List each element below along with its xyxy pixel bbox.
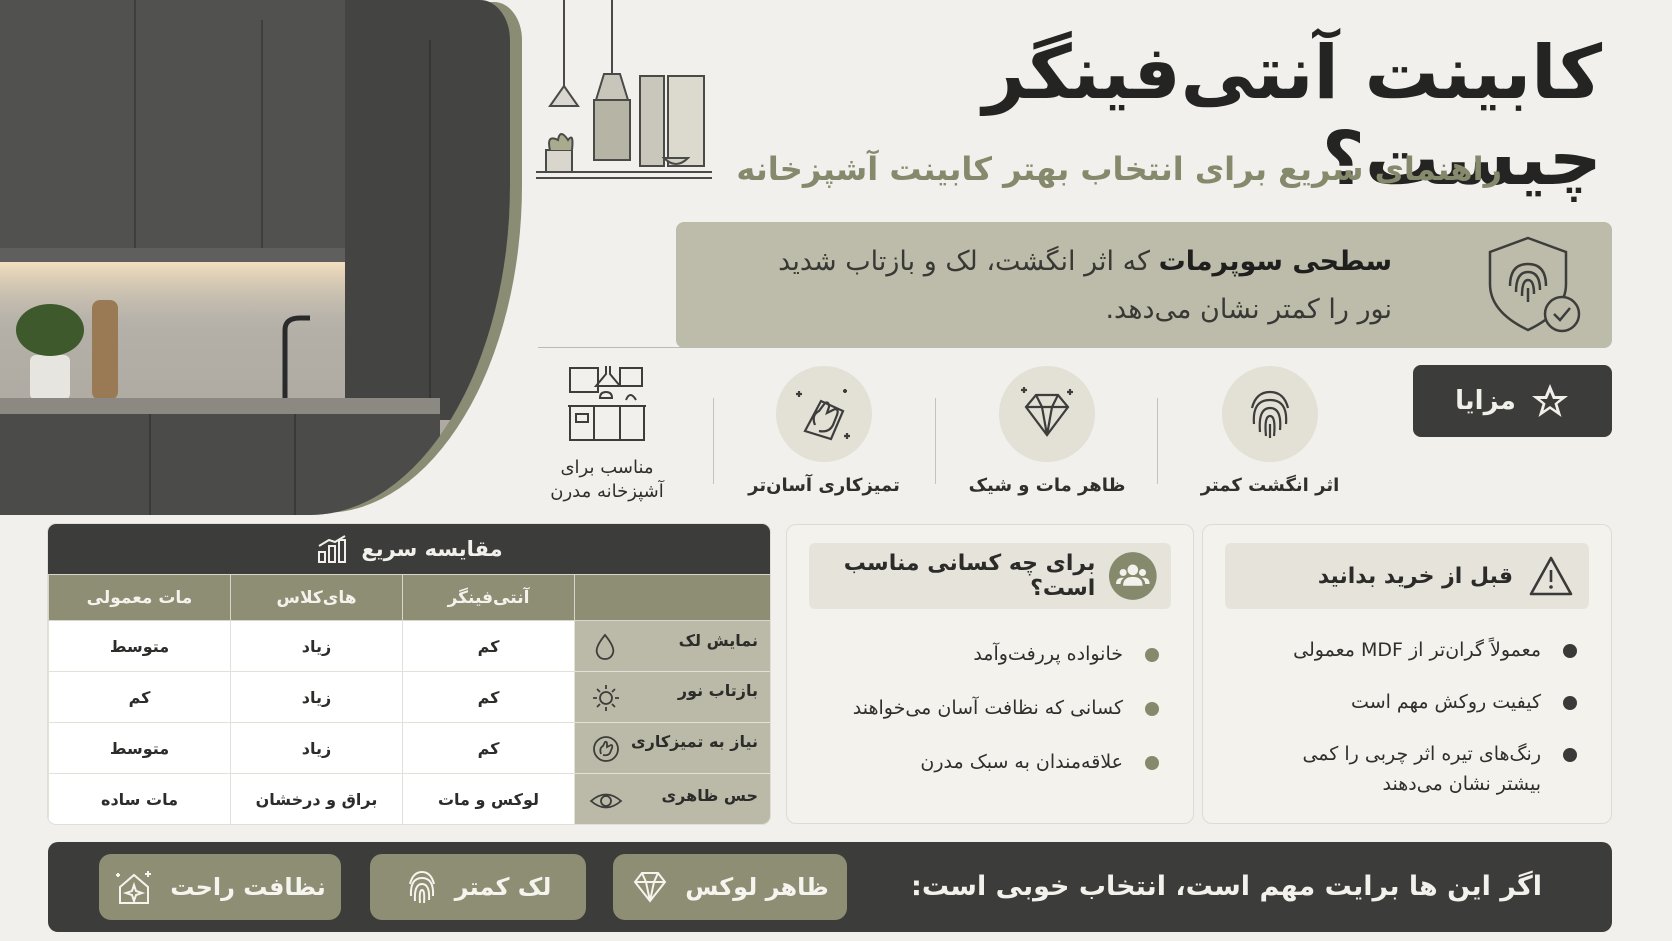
row-header xyxy=(575,723,771,774)
table-cell: کم xyxy=(49,672,231,723)
list-item-text: کیفیت روکش مهم است xyxy=(1351,691,1541,713)
target-audience-card xyxy=(786,524,1194,824)
definition-line1: که اثر انگشت، لک و بازتاب شدید xyxy=(778,246,1159,277)
row-label: نیاز به تمیزکاری xyxy=(630,732,758,751)
comparison-table xyxy=(48,524,770,824)
divider xyxy=(1157,398,1158,484)
star-icon xyxy=(1530,381,1570,421)
cleaning-hand-icon xyxy=(791,381,857,447)
definition-bold: سطحی سوپرمات xyxy=(1158,246,1392,277)
table-row xyxy=(49,672,771,723)
before-buying-card xyxy=(1202,524,1612,824)
list-item: خانواده پررفت‌وآمد xyxy=(807,639,1159,669)
feature-matte-look xyxy=(947,366,1147,498)
warning-icon xyxy=(1527,554,1575,598)
summary-bar xyxy=(48,842,1612,932)
row-label: بازتاب نور xyxy=(677,681,758,700)
pill-luxury-look xyxy=(613,854,847,920)
definition-line2: نور را کمتر نشان می‌دهد. xyxy=(1105,294,1392,325)
table-cell: کم xyxy=(403,672,575,723)
table-row xyxy=(49,723,771,774)
table-cell: زیاد xyxy=(231,723,403,774)
card-header xyxy=(809,543,1171,609)
card-header xyxy=(1225,543,1589,609)
column-header xyxy=(575,575,771,621)
hand-clean-icon xyxy=(591,734,621,764)
list-item: علاقه‌مندان به سبک مدرن xyxy=(807,747,1159,777)
table-row xyxy=(49,774,771,825)
fingerprint-icon xyxy=(1240,384,1300,444)
row-header xyxy=(575,774,771,825)
card-title: برای چه کسانی مناسب است؟ xyxy=(843,551,1096,601)
feature-less-fingerprint xyxy=(1170,366,1370,498)
pill-label: ظاهر لوکس xyxy=(685,873,829,901)
page-subtitle: راهنمای سریع برای انتخاب بهتر کابینت آشپزخانه xyxy=(736,150,1502,188)
definition-box xyxy=(676,222,1612,348)
row-header xyxy=(575,672,771,723)
feature-label-line: آشپزخانه مدرن xyxy=(550,481,664,502)
kitchen-photo xyxy=(0,0,510,515)
column-header: مات معمولی xyxy=(49,575,231,621)
list-item: کسانی که نظافت آسان می‌خواهند xyxy=(807,693,1159,723)
feature-modern-kitchen xyxy=(507,362,707,504)
list-item-text: معمولاً گران‌تر از MDF معمولی xyxy=(1293,639,1541,661)
feature-easy-clean xyxy=(724,366,924,498)
definition-text xyxy=(752,238,1392,334)
audience-list xyxy=(807,639,1159,777)
page-title: کابینت آنتی‌فینگر چیست؟ xyxy=(982,30,1602,202)
table-cell: براق و درخشان xyxy=(231,774,403,825)
fingerprint-icon xyxy=(405,868,439,906)
drop-icon xyxy=(593,633,617,661)
comparison-title: مقایسه سریع xyxy=(361,537,503,561)
house-sparkle-icon xyxy=(114,867,154,907)
row-label: نمایش لک xyxy=(678,631,758,650)
row-header xyxy=(575,621,771,672)
pill-less-stains xyxy=(370,854,586,920)
feature-label: تمیزکاری آسان‌تر xyxy=(748,475,900,496)
list-item xyxy=(1223,635,1577,665)
feature-label xyxy=(507,456,707,504)
feature-label: ظاهر مات و شیک xyxy=(968,475,1126,496)
table-cell: مات ساده xyxy=(49,774,231,825)
list-item-text: رنگ‌های تیره اثر چربی را کمی xyxy=(1302,743,1541,765)
users-icon xyxy=(1109,549,1157,603)
comparison-grid xyxy=(48,574,770,824)
table-cell: کم xyxy=(403,621,575,672)
table-cell: زیاد xyxy=(231,672,403,723)
column-header: های‌کلاس xyxy=(231,575,403,621)
table-cell: لوکس و مات xyxy=(403,774,575,825)
list-item xyxy=(1223,687,1577,717)
advantages-label: مزایا xyxy=(1455,386,1516,416)
divider xyxy=(935,398,936,484)
row-label: حس ظاهری xyxy=(661,786,758,805)
comparison-header xyxy=(48,524,770,574)
diamond-icon xyxy=(1016,383,1078,445)
fingerprint-shield-icon xyxy=(1480,232,1584,336)
table-cell: متوسط xyxy=(49,723,231,774)
pill-label: نظافت راحت xyxy=(170,873,326,901)
divider xyxy=(538,347,1413,348)
table-cell: زیاد xyxy=(231,621,403,672)
card-title: قبل از خرید بدانید xyxy=(1317,563,1513,589)
bar-chart-icon xyxy=(315,534,349,564)
diamond-icon xyxy=(631,870,669,904)
list-item-text: بیشتر نشان می‌دهند xyxy=(1382,773,1541,795)
sun-icon xyxy=(591,683,621,713)
kitchen-icon xyxy=(566,362,648,444)
pill-label: لک کمتر xyxy=(454,873,552,901)
advantages-badge xyxy=(1413,365,1612,437)
eye-icon xyxy=(589,790,623,812)
table-cell: متوسط xyxy=(49,621,231,672)
table-cell: کم xyxy=(403,723,575,774)
divider xyxy=(713,398,714,484)
list-item xyxy=(1223,739,1577,799)
tips-list xyxy=(1223,635,1577,799)
column-header: آنتی‌فینگر xyxy=(403,575,575,621)
feature-label-line: مناسب برای xyxy=(560,457,654,478)
kitchen-illustration-icon xyxy=(536,0,716,182)
feature-label: اثر انگشت کمتر xyxy=(1200,475,1340,496)
pill-easy-cleaning xyxy=(99,854,341,920)
summary-text: اگر این ها برایت مهم است، انتخاب خوبی است: xyxy=(911,871,1542,902)
table-row xyxy=(49,621,771,672)
